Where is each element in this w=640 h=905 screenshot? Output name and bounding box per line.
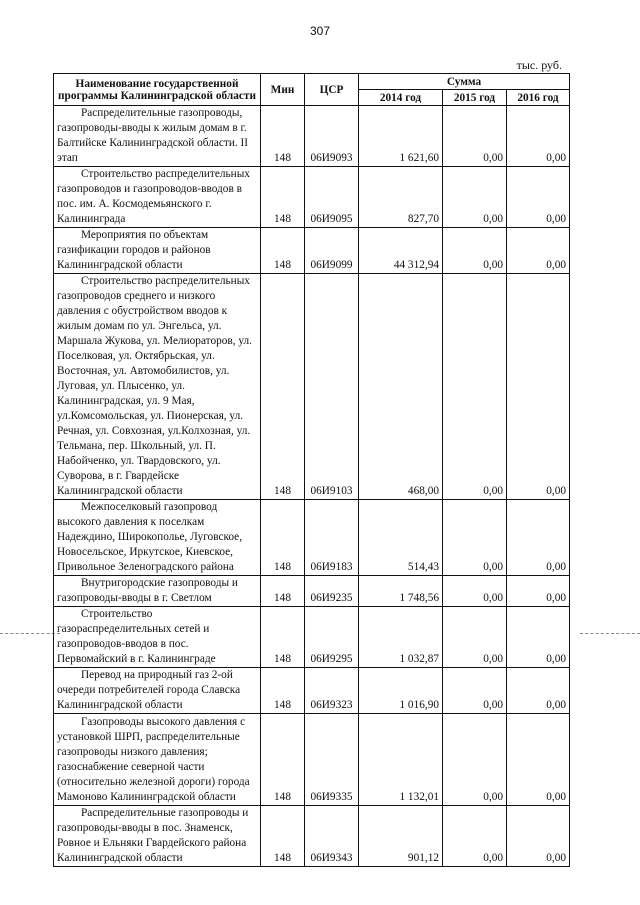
amount-2015-cell: 0,00	[443, 167, 507, 228]
table-row	[54, 228, 570, 274]
ministry-code-cell: 148	[261, 500, 305, 576]
header-sum: Сумма	[359, 74, 570, 90]
amount-2014-cell: 1 032,87	[359, 607, 443, 668]
scan-artifact-left	[0, 633, 60, 634]
program-name-cell	[54, 228, 261, 274]
amount-2016-cell: 0,00	[507, 607, 570, 668]
amount-2014-cell: 44 312,94	[359, 228, 443, 274]
amount-2014-cell: 1 621,60	[359, 106, 443, 167]
target-article-code-cell: 06И9093	[305, 106, 359, 167]
program-name-text: Строительство распределительных газопроводов среднего и низкого давления с обустройством вводов к жилым домам по ул. Энгельса, ул. Маршала Жукова, ул. Мелиораторов, ул. Поселковая, ул. Октябрьская, ул. Восточная, ул. Автомобилистов, ул. Луговая, ул. Плысенко, ул. Калининградская, ул. 9 Мая, ул.Комсомольская, ул. Пионерская, ул. Речная, ул. Совхозная, ул.Колхозная, ул. Тельмана, пер. Школьный, ул. П. Набойченко, ул. Твардовского, ул. Суворова, в г. Гвардейске Калининградской области	[57, 275, 253, 497]
table-row	[54, 106, 570, 167]
amount-2015-cell: 0,00	[443, 714, 507, 806]
amount-2016-cell: 0,00	[507, 106, 570, 167]
unit-label: тыс. руб.	[516, 58, 562, 72]
table-row	[54, 500, 570, 576]
page-number: 307	[309, 24, 331, 38]
program-name-cell	[54, 668, 261, 714]
target-article-code-cell: 06И9103	[305, 274, 359, 500]
ministry-code-cell: 148	[261, 576, 305, 607]
program-name-text: Внутригородские газопроводы и газопроводы-вводы в г. Светлом	[57, 577, 238, 604]
header-csr: ЦСР	[305, 74, 359, 106]
amount-2015-cell: 0,00	[443, 500, 507, 576]
table-row	[54, 668, 570, 714]
table-row	[54, 274, 570, 500]
header-min: Мин	[261, 74, 305, 106]
header-year-2015: 2015 год	[443, 90, 507, 106]
program-name-cell	[54, 274, 261, 500]
amount-2015-cell: 0,00	[443, 228, 507, 274]
program-name-cell	[54, 806, 261, 867]
amount-2016-cell: 0,00	[507, 714, 570, 806]
table-row	[54, 167, 570, 228]
program-name-text: Строительство газораспределительных сетей и газопроводов-вводов в пос. Первомайский в г. Калининграде	[57, 608, 216, 665]
amount-2014-cell: 468,00	[359, 274, 443, 500]
amount-2016-cell: 0,00	[507, 274, 570, 500]
scan-artifact-right	[580, 633, 640, 634]
amount-2014-cell: 514,43	[359, 500, 443, 576]
target-article-code-cell: 06И9335	[305, 714, 359, 806]
program-name-cell	[54, 607, 261, 668]
target-article-code-cell: 06И9343	[305, 806, 359, 867]
program-name-text: Распределительные газопроводы и газопроводы-вводы в пос. Знаменск, Ровное и Ельняки Гвардейского района Калининградской области	[57, 807, 249, 864]
program-name-text: Строительство распределительных газопроводов и газопроводов-вводов в пос. им. А. Космодемьянского г. Калининграда	[57, 168, 250, 225]
amount-2015-cell: 0,00	[443, 274, 507, 500]
program-name-text: Межпоселковый газопровод высокого давления к поселкам Надеждино, Широкополье, Луговское, Новосельское, Иркутское, Киевское, Привольное Зеленоградского района	[57, 501, 243, 573]
ministry-code-cell: 148	[261, 806, 305, 867]
amount-2015-cell: 0,00	[443, 576, 507, 607]
amount-2016-cell: 0,00	[507, 228, 570, 274]
table-row	[54, 607, 570, 668]
target-article-code-cell: 06И9183	[305, 500, 359, 576]
program-name-text: Мероприятия по объектам газификации городов и районов Калининградской области	[57, 229, 211, 271]
header-year-2016: 2016 год	[507, 90, 570, 106]
ministry-code-cell: 148	[261, 668, 305, 714]
ministry-code-cell: 148	[261, 106, 305, 167]
amount-2014-cell: 901,12	[359, 806, 443, 867]
target-article-code-cell: 06И9235	[305, 576, 359, 607]
target-article-code-cell: 06И9095	[305, 167, 359, 228]
program-name-cell	[54, 714, 261, 806]
program-name-text: Распределительные газопроводы, газопроводы-вводы к жилым домам в г. Балтийске Калининградской области. II этап	[57, 107, 249, 164]
amount-2016-cell: 0,00	[507, 167, 570, 228]
ministry-code-cell: 148	[261, 714, 305, 806]
ministry-code-cell: 148	[261, 607, 305, 668]
header-program-name: Наименование государственной программы Калининградской области	[54, 74, 261, 106]
amount-2014-cell: 1 016,90	[359, 668, 443, 714]
ministry-code-cell: 148	[261, 167, 305, 228]
ministry-code-cell: 148	[261, 274, 305, 500]
amount-2016-cell: 0,00	[507, 668, 570, 714]
program-name-cell	[54, 167, 261, 228]
target-article-code-cell: 06И9099	[305, 228, 359, 274]
ministry-code-cell: 148	[261, 228, 305, 274]
program-name-cell	[54, 576, 261, 607]
target-article-code-cell: 06И9295	[305, 607, 359, 668]
program-name-cell	[54, 106, 261, 167]
header-year-2014: 2014 год	[359, 90, 443, 106]
target-article-code-cell: 06И9323	[305, 668, 359, 714]
amount-2014-cell: 1 748,56	[359, 576, 443, 607]
table-row	[54, 576, 570, 607]
program-name-text: Газопроводы высокого давления с установкой ШРП, распределительные газопроводы низкого давления; газоснабжение северной части (относительно железной дороги) города Мамоново Калининградской области	[57, 716, 250, 803]
table-row	[54, 714, 570, 806]
table-row	[54, 806, 570, 867]
program-name-text: Перевод на природный газ 2-ой очереди потребителей города Славска Калининградской области	[57, 669, 241, 711]
amount-2016-cell: 0,00	[507, 806, 570, 867]
amount-2015-cell: 0,00	[443, 106, 507, 167]
amount-2015-cell: 0,00	[443, 806, 507, 867]
amount-2015-cell: 0,00	[443, 668, 507, 714]
amount-2014-cell: 1 132,01	[359, 714, 443, 806]
budget-table	[53, 73, 570, 867]
amount-2015-cell: 0,00	[443, 607, 507, 668]
amount-2014-cell: 827,70	[359, 167, 443, 228]
amount-2016-cell: 0,00	[507, 576, 570, 607]
amount-2016-cell: 0,00	[507, 500, 570, 576]
program-name-cell	[54, 500, 261, 576]
